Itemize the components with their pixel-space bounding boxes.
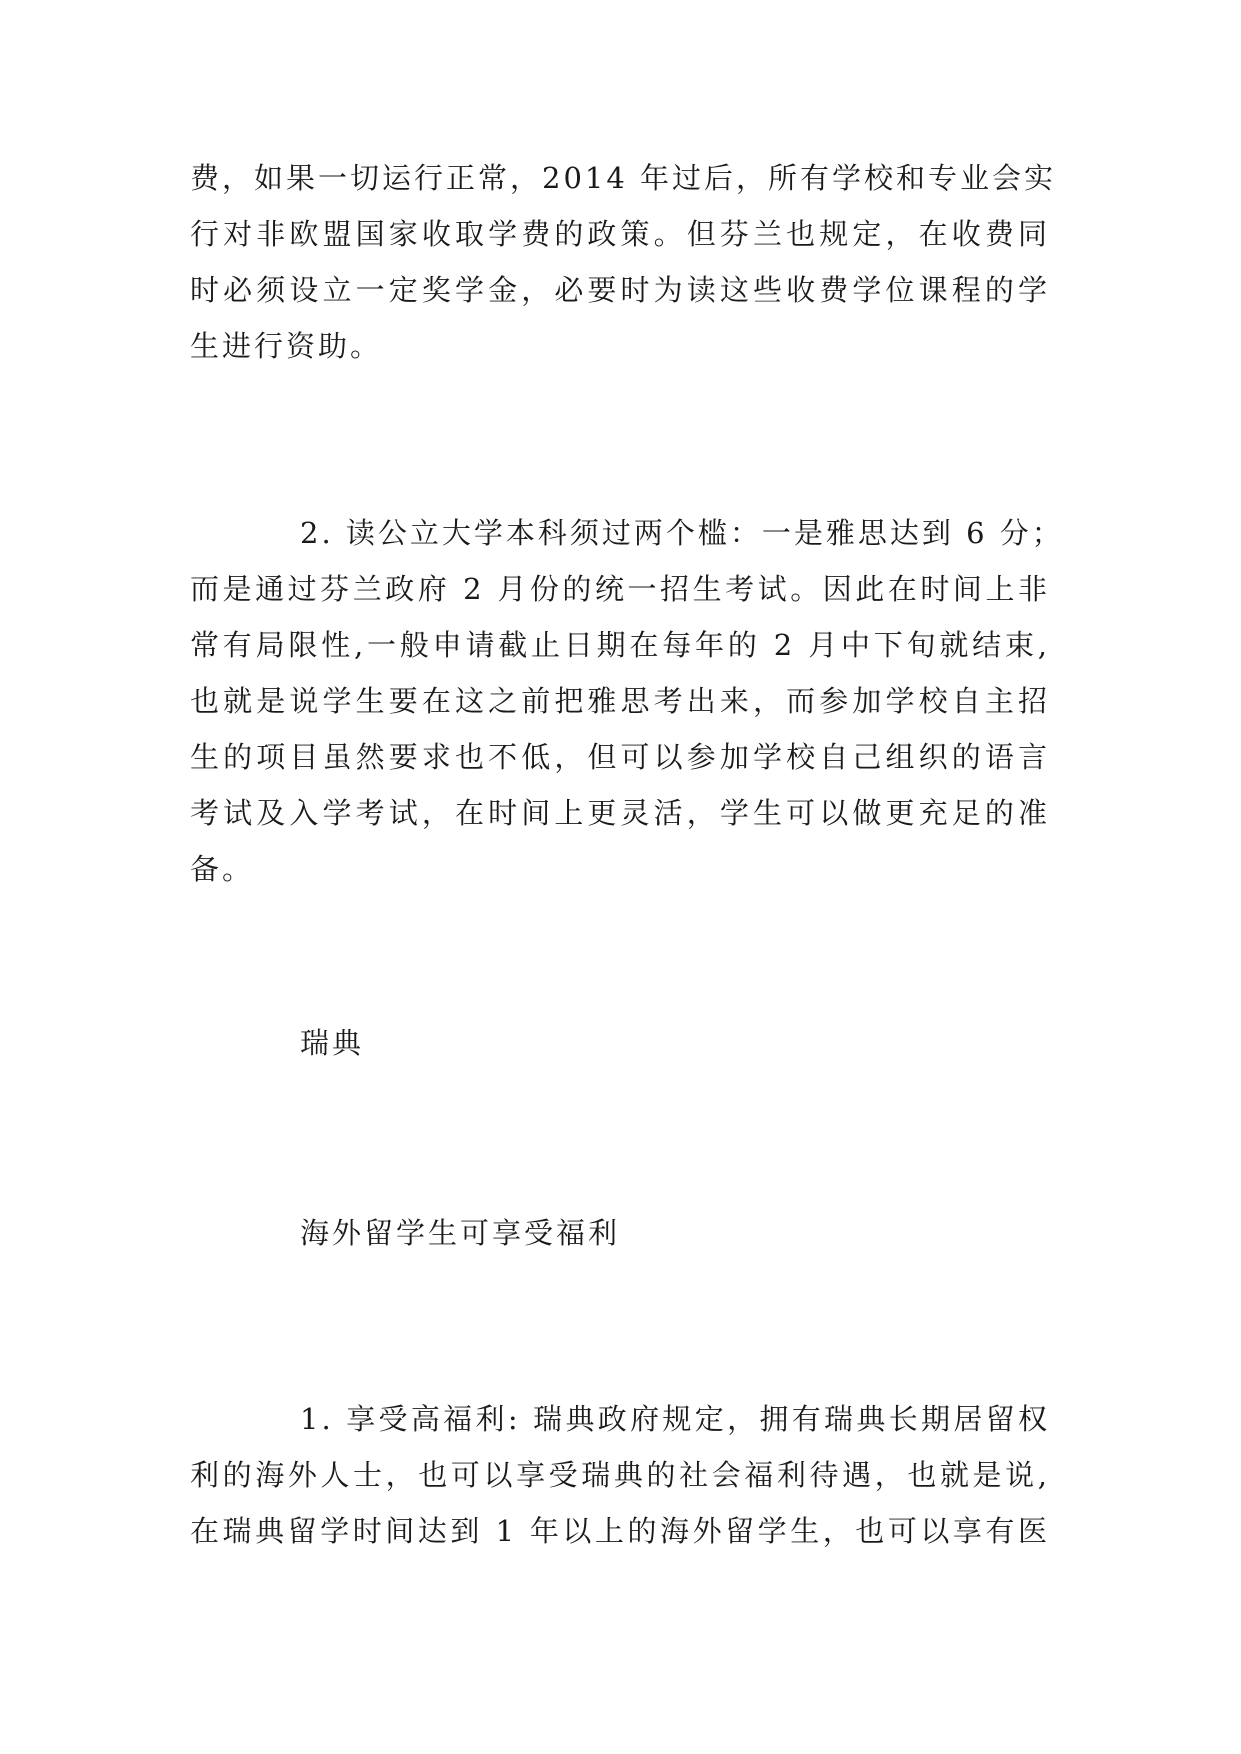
paragraph-line: 生的项目虽然要求也不低，但可以参加学校自己组织的语言 (190, 740, 1050, 774)
paragraph-line: 而是通过芬兰政府 2 月份的统一招生考试。因此在时间上非 (190, 572, 1050, 606)
paragraph-finland-fees (190, 150, 1057, 374)
paragraph-line: 生进行资助。 (190, 329, 383, 363)
paragraph-line: 考试及入学考试，在时间上更灵活，学生可以做更充足的准 (190, 796, 1050, 830)
paragraph-line: 2. 读公立大学本科须过两个槛：一是雅思达到 6 分； (300, 516, 1064, 550)
paragraph-line: 费，如果一切运行正常，2014 年过后，所有学校和专业会实 (190, 161, 1057, 195)
section-heading-sweden: 瑞典 (300, 1026, 365, 1060)
subsection-heading-benefits: 海外留学生可享受福利 (300, 1216, 621, 1250)
paragraph-line: 时必须设立一定奖学金，必要时为读这些收费学位课程的学 (190, 273, 1050, 307)
paragraph-line: 1. 享受高福利: 瑞典政府规定，拥有瑞典长期居留权 (300, 1402, 1050, 1436)
paragraph-line: 常有局限性,一般申请截止日期在每年的 2 月中下旬就结束, (190, 628, 1050, 662)
paragraph-line: 备。 (190, 852, 255, 886)
paragraph-sweden-welfare (190, 1391, 1050, 1559)
paragraph-finland-undergrad (190, 505, 1064, 897)
paragraph-line: 在瑞典留学时间达到 1 年以上的海外留学生，也可以享有医 (190, 1514, 1050, 1548)
paragraph-line: 也就是说学生要在这之前把雅思考出来，而参加学校自主招 (190, 684, 1050, 718)
paragraph-line: 利的海外人士，也可以享受瑞典的社会福利待遇，也就是说, (190, 1458, 1050, 1492)
paragraph-line: 行对非欧盟国家收取学费的政策。但芬兰也规定，在收费同 (190, 217, 1050, 251)
